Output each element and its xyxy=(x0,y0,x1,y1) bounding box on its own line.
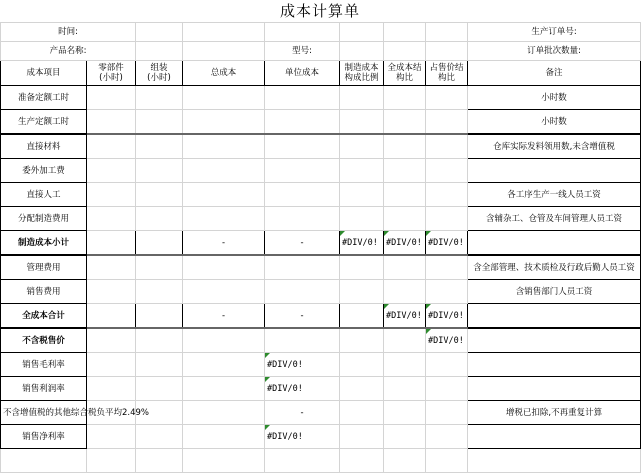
unit-cost-cell[interactable] xyxy=(265,86,340,110)
unit-cost-cell[interactable]: #DIV/0! xyxy=(265,377,340,401)
header-parts-hours[interactable]: 零部件 (小时) xyxy=(87,61,136,86)
table-row xyxy=(1,401,641,425)
note-cell[interactable]: 含销售部门人员工资 xyxy=(468,280,641,304)
mfg-ratio-cell[interactable] xyxy=(340,255,384,280)
empty-cell[interactable] xyxy=(468,449,641,473)
total-cost-cell[interactable]: - xyxy=(183,304,265,329)
price-ratio-cell[interactable] xyxy=(426,280,468,304)
price-ratio-cell[interactable] xyxy=(426,183,468,207)
unit-cost-cell[interactable]: - xyxy=(265,304,340,329)
parts-hours-cell[interactable] xyxy=(87,377,136,401)
mfg-ratio-cell[interactable] xyxy=(340,425,384,449)
note-cell[interactable] xyxy=(468,328,641,353)
full-ratio-cell[interactable] xyxy=(384,183,426,207)
header-mfg-ratio[interactable]: 制造成本 构成比例 xyxy=(340,61,384,86)
total-cost-cell[interactable] xyxy=(183,377,265,401)
parts-hours-cell[interactable] xyxy=(87,425,136,449)
table-row xyxy=(1,86,641,110)
total-cost-cell[interactable]: - xyxy=(183,231,265,256)
full-ratio-cell[interactable] xyxy=(384,110,426,135)
total-cost-cell[interactable] xyxy=(183,328,265,353)
table-row xyxy=(1,304,641,329)
time-label[interactable]: 时间: xyxy=(1,23,136,42)
cost-item-cell[interactable]: 分配制造费用 xyxy=(1,207,87,231)
parts-hours-cell[interactable] xyxy=(87,86,136,110)
mfg-ratio-cell[interactable] xyxy=(340,353,384,377)
cost-item-cell[interactable]: 生产定额工时 xyxy=(1,110,87,135)
full-ratio-cell[interactable] xyxy=(384,159,426,183)
table-row xyxy=(1,134,641,159)
mfg-ratio-cell[interactable] xyxy=(340,401,384,425)
full-ratio-cell[interactable] xyxy=(384,353,426,377)
price-ratio-cell[interactable] xyxy=(426,377,468,401)
note-cell[interactable]: 小时数 xyxy=(468,86,641,110)
price-ratio-cell[interactable] xyxy=(426,110,468,135)
parts-hours-cell[interactable] xyxy=(87,159,136,183)
full-ratio-cell[interactable] xyxy=(384,255,426,280)
parts-hours-cell[interactable] xyxy=(87,110,136,135)
note-cell[interactable] xyxy=(468,377,641,401)
mfg-ratio-cell[interactable] xyxy=(340,328,384,353)
note-cell[interactable]: 含辅杂工、仓管及车间管理人员工资 xyxy=(468,207,641,231)
mfg-ratio-cell[interactable] xyxy=(340,183,384,207)
full-ratio-cell[interactable]: #DIV/0! xyxy=(384,231,426,256)
batch-qty-label[interactable]: 订单批次数量: xyxy=(468,42,641,61)
total-cost-cell[interactable] xyxy=(183,425,265,449)
full-ratio-cell[interactable] xyxy=(384,377,426,401)
unit-cost-cell[interactable] xyxy=(265,183,340,207)
assembly-hours-cell[interactable] xyxy=(136,377,183,401)
cost-item-cell[interactable]: 准备定额工时 xyxy=(1,86,87,110)
note-cell[interactable] xyxy=(468,304,641,329)
header-notes[interactable]: 备注 xyxy=(468,61,641,86)
table-row xyxy=(1,183,641,207)
empty-cell[interactable] xyxy=(136,449,183,473)
assembly-hours-cell[interactable] xyxy=(136,255,183,280)
full-ratio-cell[interactable] xyxy=(384,280,426,304)
order-no-label[interactable]: 生产订单号: xyxy=(468,23,641,42)
total-cost-cell[interactable] xyxy=(183,401,265,425)
mfg-ratio-cell[interactable] xyxy=(340,304,384,329)
total-cost-cell[interactable] xyxy=(183,86,265,110)
note-cell[interactable]: 仓库实际发料领用数,未含增值税 xyxy=(468,134,641,159)
parts-hours-cell[interactable] xyxy=(87,328,136,353)
note-cell[interactable]: 增税已扣除,不再重复计算 xyxy=(468,401,641,425)
mfg-ratio-cell[interactable] xyxy=(340,110,384,135)
cost-item-cell[interactable]: 管理费用 xyxy=(1,255,87,280)
total-cost-cell[interactable] xyxy=(183,280,265,304)
full-ratio-cell[interactable] xyxy=(384,401,426,425)
price-ratio-cell[interactable] xyxy=(426,353,468,377)
assembly-hours-cell[interactable] xyxy=(136,110,183,135)
table-row xyxy=(1,449,641,473)
assembly-hours-cell[interactable] xyxy=(136,86,183,110)
full-ratio-cell[interactable]: #DIV/0! xyxy=(384,304,426,329)
empty-cell[interactable] xyxy=(265,449,340,473)
cost-item-cell[interactable]: 制造成本小计 xyxy=(1,231,87,256)
note-cell[interactable]: 小时数 xyxy=(468,110,641,135)
price-ratio-cell[interactable]: #DIV/0! xyxy=(426,304,468,329)
empty-cell[interactable] xyxy=(384,449,426,473)
total-cost-cell[interactable] xyxy=(183,353,265,377)
note-cell[interactable] xyxy=(468,159,641,183)
total-cost-cell[interactable] xyxy=(183,207,265,231)
model-label[interactable]: 型号: xyxy=(265,42,340,61)
table-row xyxy=(1,255,641,280)
total-cost-cell[interactable] xyxy=(183,159,265,183)
cost-item-cell[interactable]: 销售净利率 xyxy=(1,425,87,449)
assembly-hours-cell[interactable] xyxy=(136,159,183,183)
parts-hours-cell[interactable] xyxy=(87,280,136,304)
empty-cell[interactable] xyxy=(183,449,265,473)
total-cost-cell[interactable] xyxy=(183,255,265,280)
parts-hours-cell[interactable] xyxy=(87,134,136,159)
total-cost-cell[interactable] xyxy=(183,110,265,135)
cost-item-cell[interactable]: 不含增值税的其他综合税负平均2.49% xyxy=(1,401,87,425)
parts-hours-cell[interactable] xyxy=(87,183,136,207)
table-row xyxy=(1,159,641,183)
table-row xyxy=(1,353,641,377)
price-ratio-cell[interactable]: #DIV/0! xyxy=(426,231,468,256)
price-ratio-cell[interactable] xyxy=(426,425,468,449)
price-ratio-cell[interactable] xyxy=(426,401,468,425)
header-unit-cost[interactable]: 单位成本 xyxy=(265,61,340,86)
cost-item-cell[interactable]: 全成本合计 xyxy=(1,304,87,329)
full-ratio-cell[interactable] xyxy=(384,328,426,353)
mfg-ratio-cell[interactable] xyxy=(340,280,384,304)
assembly-hours-cell[interactable] xyxy=(136,304,183,329)
header-full-ratio[interactable]: 全成本结 构比 xyxy=(384,61,426,86)
price-ratio-cell[interactable] xyxy=(426,207,468,231)
assembly-hours-cell[interactable] xyxy=(136,207,183,231)
full-ratio-cell[interactable] xyxy=(384,207,426,231)
header-total-cost[interactable]: 总成本 xyxy=(183,61,265,86)
mfg-ratio-cell[interactable] xyxy=(340,159,384,183)
unit-cost-cell[interactable] xyxy=(265,255,340,280)
unit-cost-cell[interactable]: #DIV/0! xyxy=(265,353,340,377)
cost-item-cell[interactable]: 销售毛利率 xyxy=(1,353,87,377)
parts-hours-cell[interactable] xyxy=(87,207,136,231)
empty-cell[interactable] xyxy=(1,449,87,473)
cost-item-cell[interactable]: 委外加工费 xyxy=(1,159,87,183)
empty-cell[interactable] xyxy=(87,449,136,473)
price-ratio-cell[interactable] xyxy=(426,134,468,159)
assembly-hours-cell[interactable] xyxy=(136,134,183,159)
table-row xyxy=(1,328,641,353)
price-ratio-cell[interactable]: #DIV/0! xyxy=(426,328,468,353)
unit-cost-cell[interactable] xyxy=(265,207,340,231)
cost-item-cell[interactable]: 直接人工 xyxy=(1,183,87,207)
unit-cost-cell[interactable] xyxy=(265,280,340,304)
assembly-hours-cell[interactable] xyxy=(136,183,183,207)
note-cell[interactable]: 含全部管理、技术质检及行政后勤人员工资 xyxy=(468,255,641,280)
unit-cost-cell[interactable] xyxy=(265,110,340,135)
assembly-hours-cell[interactable] xyxy=(136,425,183,449)
header-assembly-hours[interactable]: 组装 (小时) xyxy=(136,61,183,86)
unit-cost-cell[interactable]: - xyxy=(265,401,340,425)
header-price-ratio[interactable]: 占售价结 构比 xyxy=(426,61,468,86)
table-row xyxy=(1,231,641,256)
price-ratio-cell[interactable] xyxy=(426,86,468,110)
table-row xyxy=(1,207,641,231)
parts-hours-cell[interactable] xyxy=(87,304,136,329)
price-ratio-cell[interactable] xyxy=(426,159,468,183)
assembly-hours-cell[interactable] xyxy=(136,231,183,256)
assembly-hours-cell[interactable] xyxy=(136,328,183,353)
parts-hours-cell[interactable] xyxy=(87,353,136,377)
unit-cost-cell[interactable] xyxy=(265,328,340,353)
empty-cell[interactable] xyxy=(340,449,384,473)
full-ratio-cell[interactable] xyxy=(384,425,426,449)
parts-hours-cell[interactable] xyxy=(87,255,136,280)
unit-cost-cell[interactable] xyxy=(265,134,340,159)
mfg-ratio-cell[interactable] xyxy=(340,207,384,231)
unit-cost-cell[interactable] xyxy=(265,159,340,183)
mfg-ratio-cell[interactable]: #DIV/0! xyxy=(340,231,384,256)
empty-cell[interactable] xyxy=(426,449,468,473)
note-cell[interactable] xyxy=(468,231,641,256)
cost-item-cell[interactable]: 销售费用 xyxy=(1,280,87,304)
note-cell[interactable] xyxy=(468,425,641,449)
assembly-hours-cell[interactable] xyxy=(136,353,183,377)
header-cost-item[interactable]: 成本项目 xyxy=(1,61,87,86)
unit-cost-cell[interactable]: - xyxy=(265,231,340,256)
cost-item-cell[interactable]: 不含税售价 xyxy=(1,328,87,353)
cost-table xyxy=(0,22,641,473)
full-ratio-cell[interactable] xyxy=(384,134,426,159)
table-row xyxy=(1,377,641,401)
mfg-ratio-cell[interactable] xyxy=(340,134,384,159)
product-name-label[interactable]: 产品名称: xyxy=(1,42,136,61)
total-cost-cell[interactable] xyxy=(183,183,265,207)
table-row xyxy=(1,110,641,135)
note-cell[interactable]: 各工序生产一线人员工资 xyxy=(468,183,641,207)
note-cell[interactable] xyxy=(468,353,641,377)
mfg-ratio-cell[interactable] xyxy=(340,377,384,401)
total-cost-cell[interactable] xyxy=(183,134,265,159)
unit-cost-cell[interactable]: #DIV/0! xyxy=(265,425,340,449)
parts-hours-cell[interactable] xyxy=(87,231,136,256)
table-row xyxy=(1,280,641,304)
assembly-hours-cell[interactable] xyxy=(136,280,183,304)
price-ratio-cell[interactable] xyxy=(426,255,468,280)
cost-item-cell[interactable]: 直接材料 xyxy=(1,134,87,159)
cost-item-cell[interactable]: 销售利润率 xyxy=(1,377,87,401)
full-ratio-cell[interactable] xyxy=(384,86,426,110)
sheet-title: 成本计算单 xyxy=(279,2,360,20)
table-row xyxy=(1,425,641,449)
mfg-ratio-cell[interactable] xyxy=(340,86,384,110)
